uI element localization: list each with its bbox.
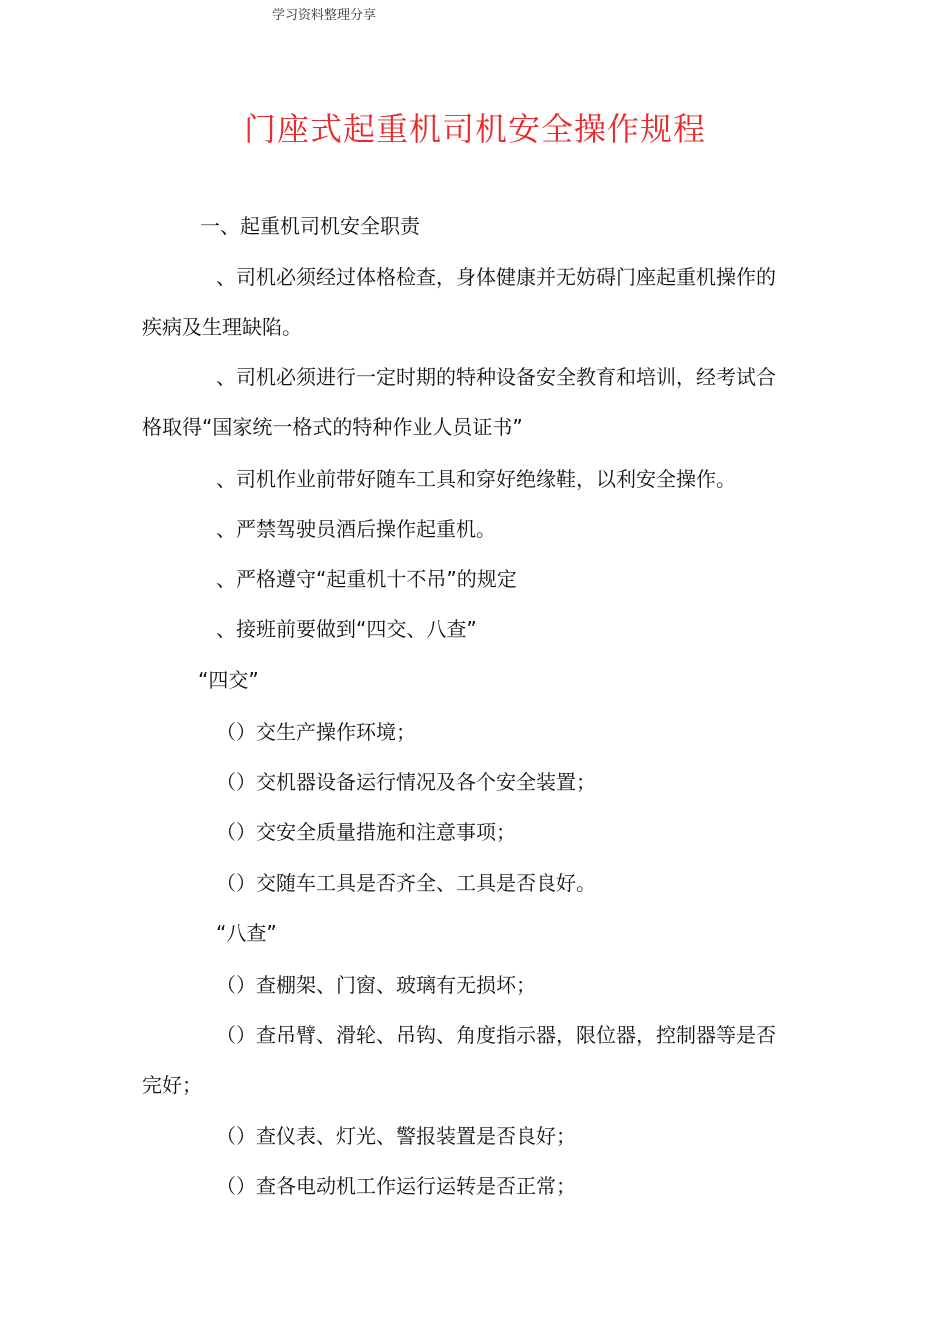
- duty-item-4: 、严禁驾驶员酒后操作起重机。: [216, 517, 496, 541]
- page-header-note: 学习资料整理分享: [272, 8, 377, 23]
- eight-check-item-4: （）查各电动机工作运行运转是否正常；: [216, 1174, 576, 1198]
- four-handover-heading: “四交”: [198, 668, 259, 692]
- eight-check-item-2-text: （）查吊臂、滑轮、吊钩、角度指示器，限位器，控制器等是否完好；: [142, 1023, 776, 1097]
- four-handover-item-4: （）交随车工具是否齐全、工具是否良好。: [216, 871, 596, 895]
- duty-item-2: [142, 352, 794, 452]
- section-heading-duties: 一、起重机司机安全职责: [200, 214, 420, 238]
- duty-item-3: 、司机作业前带好随车工具和穿好绝缘鞋，以利安全操作。: [216, 467, 736, 491]
- duty-item-1: [142, 252, 794, 352]
- duty-item-1-text: 、司机必须经过体格检查，身体健康并无妨碍门座起重机操作的疾病及生理缺陷。: [142, 265, 776, 339]
- eight-check-item-3: （）查仪表、灯光、警报装置是否良好；: [216, 1124, 576, 1148]
- eight-checks-heading: “八查”: [216, 921, 277, 945]
- document-title: 门座式起重机司机安全操作规程: [243, 110, 706, 148]
- four-handover-item-1: （）交生产操作环境；: [216, 720, 416, 744]
- eight-check-item-1: （）查棚架、门窗、玻璃有无损坏；: [216, 973, 536, 997]
- four-handover-item-3: （）交安全质量措施和注意事项；: [216, 820, 516, 844]
- duty-item-2-text: 、司机必须进行一定时期的特种设备安全教育和培训，经考试合格取得“国家统一格式的特种作业人员证书”: [142, 365, 776, 439]
- eight-check-item-2: [142, 1010, 794, 1110]
- duty-item-6: 、接班前要做到“四交、八查”: [216, 617, 477, 641]
- four-handover-item-2: （）交机器设备运行情况及各个安全装置；: [216, 770, 596, 794]
- duty-item-5: 、严格遵守“起重机十不吊”的规定: [216, 567, 517, 591]
